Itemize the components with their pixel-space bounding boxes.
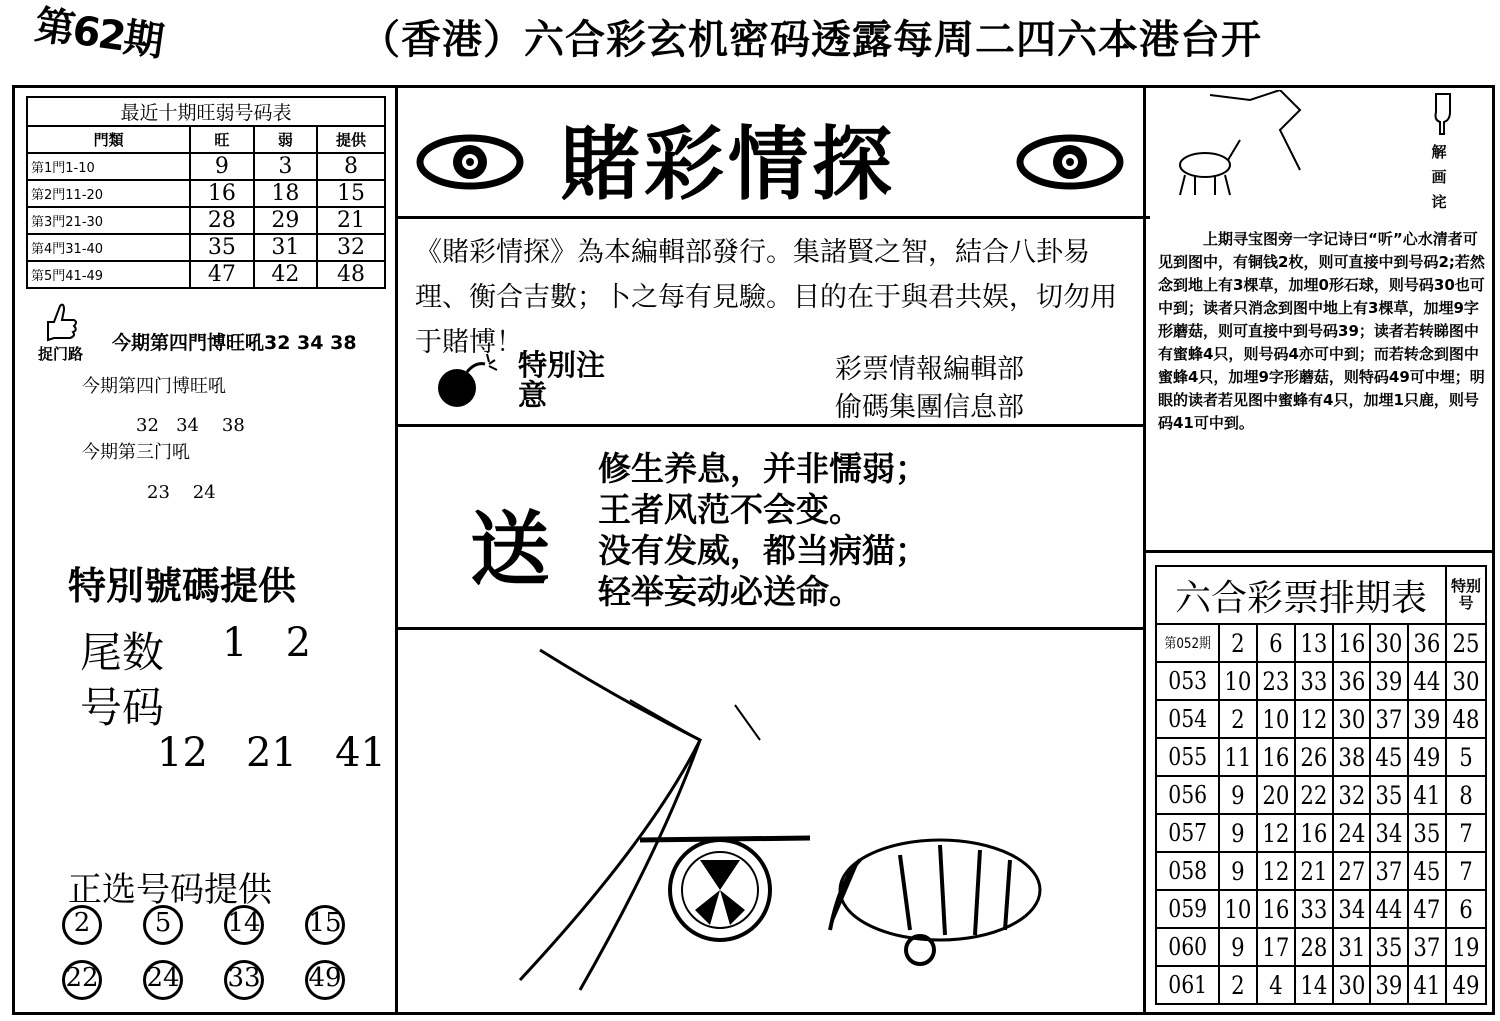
number-cell: 30 xyxy=(1336,966,1368,1004)
cell-strong: 47 xyxy=(190,261,253,288)
number-cell: 13 xyxy=(1298,624,1330,662)
number-cell: 41 xyxy=(1411,966,1443,1004)
cell-gate: 第1門1-10 xyxy=(27,153,190,180)
number-cell: 30 xyxy=(1373,624,1405,662)
number-cell: 9 xyxy=(1222,852,1254,890)
poem-line: 没有发威，都当病猫； xyxy=(598,531,928,570)
number-cell: 14 xyxy=(1298,966,1330,1004)
number-cell: 44 xyxy=(1411,662,1443,700)
number-cell: 34 xyxy=(1336,890,1368,928)
number-cell: 22 xyxy=(1298,776,1330,814)
special-cell: 6 xyxy=(1449,890,1483,928)
number-cell: 24 xyxy=(1336,814,1368,852)
number-cell: 23 xyxy=(1260,662,1292,700)
thumbs-up-icon xyxy=(40,300,80,345)
pick-number: 49 xyxy=(305,960,345,1000)
period-cell: 第052期 xyxy=(1161,624,1215,662)
special-cell: 48 xyxy=(1449,700,1483,738)
table-row xyxy=(1156,700,1486,738)
gate-tip-numbers: 23 24 xyxy=(147,482,216,503)
pick-number: 33 xyxy=(224,960,264,1000)
eye-icon xyxy=(1015,125,1125,200)
number-cell: 10 xyxy=(1260,700,1292,738)
table-row xyxy=(1156,928,1486,966)
song-character: 送 xyxy=(470,503,550,596)
table-row xyxy=(1156,662,1486,700)
number-cell: 41 xyxy=(1411,776,1443,814)
table-row xyxy=(27,261,385,288)
period-cell: 054 xyxy=(1161,700,1215,738)
gate-tip-line: 今期第三门吼 xyxy=(82,442,190,463)
number-cell: 36 xyxy=(1336,662,1368,700)
code-values: 12 21 41 xyxy=(157,730,386,776)
gate-tip-numbers: 32 34 38 xyxy=(136,415,245,436)
number-cell: 12 xyxy=(1298,700,1330,738)
period-cell: 055 xyxy=(1161,738,1215,776)
special-cell: 8 xyxy=(1449,776,1483,814)
table-row xyxy=(27,153,385,180)
table-row xyxy=(27,207,385,234)
deer-illustration xyxy=(1160,90,1380,205)
pick-number: 22 xyxy=(62,960,102,1000)
period-cell: 059 xyxy=(1161,890,1215,928)
number-cell: 39 xyxy=(1411,700,1443,738)
table-row xyxy=(1156,814,1486,852)
number-cell: 2 xyxy=(1222,966,1254,1004)
cell-strong: 16 xyxy=(190,180,253,207)
pick-number: 2 xyxy=(62,905,102,945)
divider xyxy=(395,216,1145,219)
period-cell: 057 xyxy=(1161,814,1215,852)
poem xyxy=(598,448,928,612)
period-cell: 053 xyxy=(1161,662,1215,700)
cell-strong: 35 xyxy=(190,234,253,261)
special-cell: 30 xyxy=(1449,662,1483,700)
pick-number: 24 xyxy=(143,960,183,1000)
number-cell: 10 xyxy=(1222,890,1254,928)
number-cell: 28 xyxy=(1298,928,1330,966)
number-cell: 37 xyxy=(1373,700,1405,738)
col-header: 提供 xyxy=(317,126,385,153)
cell-strong: 28 xyxy=(190,207,253,234)
page-title: 賭彩情探 xyxy=(560,117,896,211)
headline: （香港）六合彩玄机密码透露每周二四六本港台开 xyxy=(360,17,1262,63)
number-cell: 11 xyxy=(1222,738,1254,776)
strength-table xyxy=(26,96,386,289)
divider xyxy=(1145,550,1495,553)
number-cell: 35 xyxy=(1373,776,1405,814)
number-cell: 33 xyxy=(1298,890,1330,928)
dept-1: 彩票情報編輯部 xyxy=(835,354,1024,385)
number-cell: 12 xyxy=(1260,814,1292,852)
number-cell: 45 xyxy=(1411,852,1443,890)
bomb-icon xyxy=(435,352,505,412)
number-cell: 16 xyxy=(1298,814,1330,852)
number-cell: 9 xyxy=(1222,928,1254,966)
number-cell: 44 xyxy=(1373,890,1405,928)
number-cell: 16 xyxy=(1260,890,1292,928)
number-cell: 27 xyxy=(1336,852,1368,890)
poem-line: 王者风范不会变。 xyxy=(598,490,862,529)
cell-offer: 21 xyxy=(317,207,385,234)
number-cell: 2 xyxy=(1222,624,1254,662)
divider xyxy=(395,424,1145,427)
number-cell: 4 xyxy=(1260,966,1292,1004)
cell-strong: 9 xyxy=(190,153,253,180)
cell-offer: 48 xyxy=(317,261,385,288)
riddle-illustration xyxy=(500,640,1060,1010)
cell-weak: 18 xyxy=(254,180,317,207)
number-cell: 16 xyxy=(1336,624,1368,662)
special-cell: 7 xyxy=(1449,814,1483,852)
period-cell: 056 xyxy=(1161,776,1215,814)
pick-number: 14 xyxy=(224,905,264,945)
special-cell: 25 xyxy=(1449,624,1483,662)
number-cell: 10 xyxy=(1222,662,1254,700)
cell-gate: 第5門41-49 xyxy=(27,261,190,288)
poem-line: 修生养息，并非懦弱； xyxy=(598,449,928,488)
number-cell: 30 xyxy=(1336,700,1368,738)
poem-line: 轻举妄动必送命。 xyxy=(598,572,862,611)
number-cell: 34 xyxy=(1373,814,1405,852)
special-cell: 7 xyxy=(1449,852,1483,890)
special-cell: 5 xyxy=(1449,738,1483,776)
cell-weak: 3 xyxy=(254,153,317,180)
number-cell: 47 xyxy=(1411,890,1443,928)
number-cell: 35 xyxy=(1411,814,1443,852)
divider xyxy=(395,85,398,1015)
cell-weak: 42 xyxy=(254,261,317,288)
number-cell: 38 xyxy=(1336,738,1368,776)
notice-label: 特別注意 xyxy=(518,348,606,412)
cell-gate: 第4門31-40 xyxy=(27,234,190,261)
period-cell: 060 xyxy=(1161,928,1215,966)
cell-offer: 32 xyxy=(317,234,385,261)
number-cell: 20 xyxy=(1260,776,1292,814)
number-cell: 35 xyxy=(1373,928,1405,966)
number-cell: 9 xyxy=(1222,776,1254,814)
table-row xyxy=(1156,852,1486,890)
col-header: 弱 xyxy=(254,126,317,153)
cell-weak: 29 xyxy=(254,207,317,234)
table-row xyxy=(1156,624,1486,662)
schedule-title: 六合彩票排期表 xyxy=(1156,566,1446,624)
col-header: 門類 xyxy=(27,126,190,153)
divider xyxy=(395,627,1145,630)
number-cell: 45 xyxy=(1373,738,1405,776)
table-row xyxy=(1156,776,1486,814)
number-cell: 12 xyxy=(1260,852,1292,890)
number-cell: 17 xyxy=(1260,928,1292,966)
number-cell: 36 xyxy=(1411,624,1443,662)
picks-title: 正选号码提供 xyxy=(68,870,272,910)
number-cell: 39 xyxy=(1373,966,1405,1004)
period-cell: 058 xyxy=(1161,852,1215,890)
special-title: 特別號碼提供 xyxy=(68,564,297,608)
table-row xyxy=(27,234,385,261)
table-row xyxy=(27,180,385,207)
pick-number: 15 xyxy=(305,905,345,945)
number-cell: 26 xyxy=(1298,738,1330,776)
gate-tip-bold: 今期第四門博旺吼32 34 38 xyxy=(112,332,357,354)
special-cell: 49 xyxy=(1449,966,1483,1004)
number-cell: 21 xyxy=(1298,852,1330,890)
special-cell: 19 xyxy=(1449,928,1483,966)
number-cell: 49 xyxy=(1411,738,1443,776)
pick-number: 5 xyxy=(143,905,183,945)
number-cell: 32 xyxy=(1336,776,1368,814)
intro-text: 《賭彩情探》為本編輯部發行。集諸賢之智，結合八卦易理、衡合吉數；卜之每有見驗。目的在于與君共娱，切勿用于賭博！ xyxy=(415,237,1117,358)
gate-tip-label: 捉门路 xyxy=(38,345,84,363)
cell-offer: 8 xyxy=(317,153,385,180)
number-cell: 2 xyxy=(1222,700,1254,738)
cell-weak: 31 xyxy=(254,234,317,261)
number-cell: 37 xyxy=(1411,928,1443,966)
issue-number: 第62期 xyxy=(31,2,165,66)
picture-caption: 解画诧 xyxy=(1431,143,1447,211)
number-cell: 33 xyxy=(1298,662,1330,700)
table-title: 最近十期旺弱号码表 xyxy=(27,97,385,126)
period-cell: 061 xyxy=(1161,966,1215,1004)
cell-gate: 第2門11-20 xyxy=(27,180,190,207)
special-header: 特别号 xyxy=(1446,566,1486,624)
divider xyxy=(1145,216,1150,219)
cell-offer: 15 xyxy=(317,180,385,207)
number-cell: 6 xyxy=(1260,624,1292,662)
eye-icon xyxy=(415,125,525,200)
col-header: 旺 xyxy=(190,126,253,153)
pointing-hand-icon xyxy=(1428,92,1458,137)
code-label: 号码 xyxy=(80,683,165,732)
number-cell: 39 xyxy=(1373,662,1405,700)
table-row xyxy=(1156,966,1486,1004)
tail-label: 尾数 xyxy=(80,628,165,677)
number-cell: 9 xyxy=(1222,814,1254,852)
number-cell: 37 xyxy=(1373,852,1405,890)
riddle-explanation: 上期寻宝图旁一字记诗曰“听”心水清者可见到图中，有铜钱2枚，则可直接中到号码2;若然念到地上有3棵草，加埋0形石球，则号码30也可中到；读者只消念到图中地上有3棵草，加埋9字形蘑菇，则可直接中到号码39；读者若转睇图中有蜜蜂4只，则号码4亦可中到；而若转念到图中蜜蜂4只，加埋9字形蘑菇，则特码49可中埋；明眼的读者若见图中蜜蜂有4只，加埋1只鹿，则号码41可中到。 xyxy=(1158,230,1485,432)
table-row xyxy=(1156,890,1486,928)
cell-gate: 第3門21-30 xyxy=(27,207,190,234)
gate-tip-line: 今期第四门博旺吼 xyxy=(82,376,226,397)
number-cell: 31 xyxy=(1336,928,1368,966)
dept-2: 偷碼集團信息部 xyxy=(835,392,1024,423)
number-cell: 16 xyxy=(1260,738,1292,776)
tail-values: 1 2 xyxy=(222,620,312,666)
table-row xyxy=(1156,738,1486,776)
schedule-table xyxy=(1155,565,1487,1005)
